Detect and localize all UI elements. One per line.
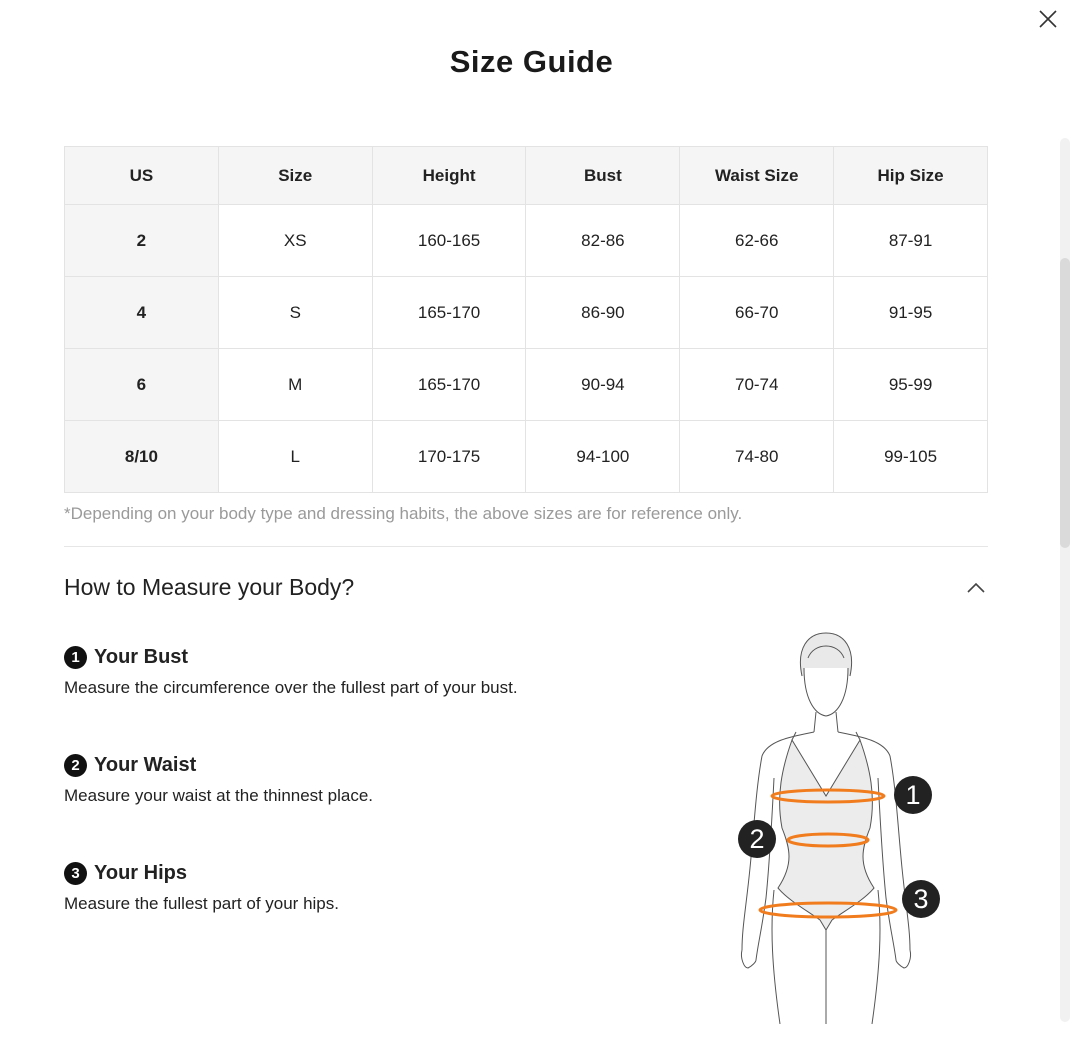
step-description: Measure the fullest part of your hips. xyxy=(64,894,339,913)
header-hip-size: Hip Size xyxy=(834,147,988,205)
cell-waist: 66-70 xyxy=(680,277,834,349)
header-height: Height xyxy=(372,147,526,205)
table-row xyxy=(65,349,988,421)
step-number-badge: 2 xyxy=(64,754,87,777)
cell-height: 170-175 xyxy=(372,421,526,493)
cell-bust: 94-100 xyxy=(526,421,680,493)
figure-marker-3: 3 xyxy=(902,880,940,918)
figure-marker-1: 1 xyxy=(894,776,932,814)
cell-us: 8/10 xyxy=(65,421,219,493)
cell-bust: 90-94 xyxy=(526,349,680,421)
cell-hip: 91-95 xyxy=(834,277,988,349)
measure-step-bust xyxy=(64,646,518,698)
cell-size: XS xyxy=(218,205,372,277)
step-title-text: Your Waist xyxy=(94,754,197,776)
table-row xyxy=(65,205,988,277)
cell-hip: 99-105 xyxy=(834,421,988,493)
cell-waist: 62-66 xyxy=(680,205,834,277)
reference-note: *Depending on your body type and dressing habits, the above sizes are for reference only. xyxy=(64,504,743,523)
cell-height: 165-170 xyxy=(372,277,526,349)
cell-us: 4 xyxy=(65,277,219,349)
cell-hip: 87-91 xyxy=(834,205,988,277)
cell-waist: 70-74 xyxy=(680,349,834,421)
cell-size: L xyxy=(218,421,372,493)
chevron-up-icon xyxy=(964,578,988,598)
cell-hip: 95-99 xyxy=(834,349,988,421)
collapse-toggle-button[interactable] xyxy=(964,578,988,598)
table-header-row xyxy=(65,147,988,205)
cell-size: M xyxy=(218,349,372,421)
measure-section-title: How to Measure your Body? xyxy=(64,574,355,600)
modal-title: Size Guide xyxy=(449,44,614,79)
cell-bust: 82-86 xyxy=(526,205,680,277)
step-title xyxy=(64,754,373,777)
section-divider xyxy=(64,546,988,547)
measure-step-waist xyxy=(64,754,373,806)
figure-marker-2: 2 xyxy=(738,820,776,858)
cell-bust: 86-90 xyxy=(526,277,680,349)
cell-us: 2 xyxy=(65,205,219,277)
table-row xyxy=(65,277,988,349)
step-title xyxy=(64,862,339,885)
cell-height: 165-170 xyxy=(372,349,526,421)
step-number-badge: 1 xyxy=(64,646,87,669)
scrollbar-thumb[interactable] xyxy=(1060,258,1070,548)
header-size: Size xyxy=(218,147,372,205)
header-us: US xyxy=(65,147,219,205)
table-row xyxy=(65,421,988,493)
step-title-text: Your Bust xyxy=(94,646,189,668)
step-description: Measure the circumference over the fullest part of your bust. xyxy=(64,678,518,697)
close-button[interactable] xyxy=(1036,7,1060,31)
cell-waist: 74-80 xyxy=(680,421,834,493)
cell-us: 6 xyxy=(65,349,219,421)
size-table xyxy=(64,146,988,493)
cell-size: S xyxy=(218,277,372,349)
close-icon xyxy=(1036,7,1060,31)
header-waist-size: Waist Size xyxy=(680,147,834,205)
step-title xyxy=(64,646,518,669)
body-measurement-figure xyxy=(734,628,946,1024)
header-bust: Bust xyxy=(526,147,680,205)
measure-step-hips xyxy=(64,862,339,914)
step-description: Measure your waist at the thinnest place. xyxy=(64,786,373,805)
step-number-badge: 3 xyxy=(64,862,87,885)
step-title-text: Your Hips xyxy=(94,862,187,884)
cell-height: 160-165 xyxy=(372,205,526,277)
